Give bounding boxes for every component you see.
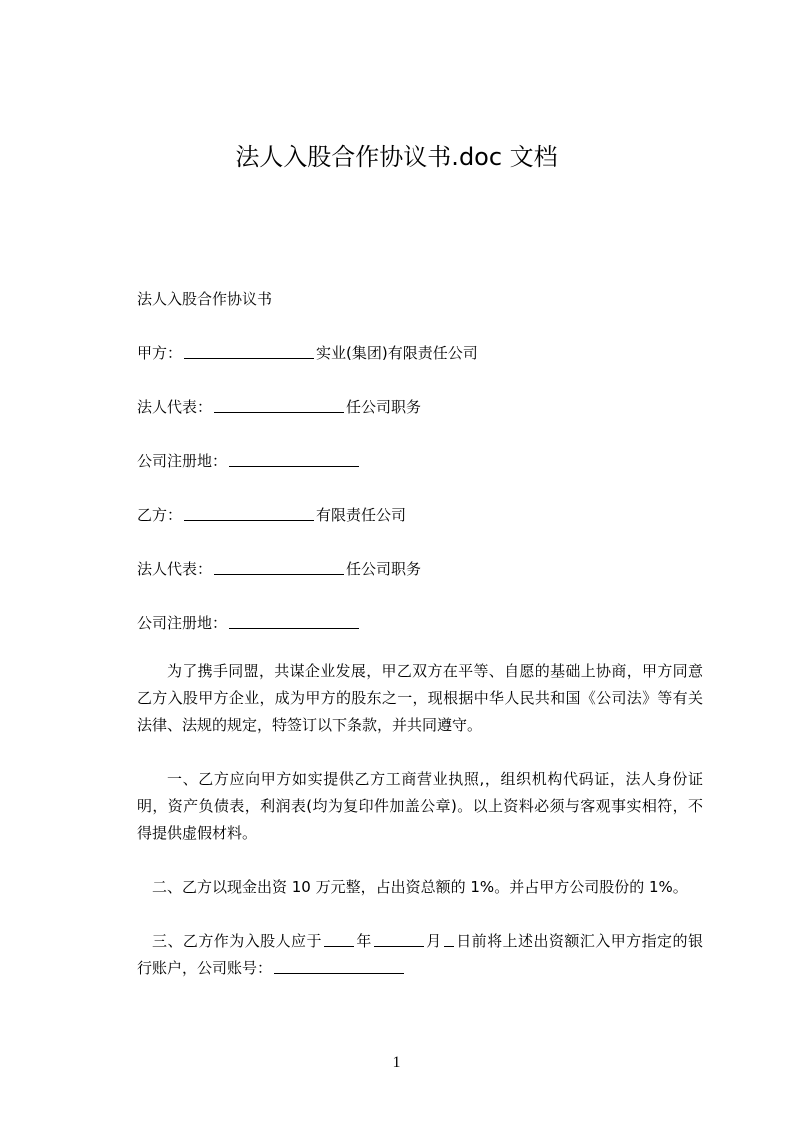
document-body [137,286,703,982]
party-a-line [137,340,703,366]
clause-2: 二、乙方以现金出资 10 万元整，占出资总额的 1%。并占甲方公司股份的 1%。 [152,878,688,896]
clause-3-day-blank[interactable] [444,929,454,947]
party-a-address-blank[interactable] [229,449,359,467]
clause-1: 一、乙方应向甲方如实提供乙方工商营业执照,，组织机构代码证，法人身份证明，资产负债表，利润表(均为复印件加盖公章)。以上资料必须与客观事实相符，不得提供虚假材料。 [137,770,703,842]
party-a-rep-label: 法人代表： [137,398,213,416]
party-a-rep-suffix: 任公司职务 [346,398,422,416]
clause-3 [137,928,703,982]
intro-paragraph: 为了携手同盟，共谋企业发展，甲乙双方在平等、自愿的基础上协商，甲方同意乙方入股甲方企业，成为甲方的股东之一，现根据中华人民共和国《公司法》等有关法律、法规的规定，特签订以下条款，并共同遵守。 [137,662,703,734]
document-title: 法人入股合作协议书.doc 文档 [235,143,558,171]
party-b-line [137,502,703,528]
party-b-rep-label: 法人代表： [137,560,213,578]
party-b-rep-blank[interactable] [214,557,344,575]
party-b-label: 乙方： [137,506,183,524]
clause-3-year-blank[interactable] [324,929,354,947]
party-a-address-line [137,448,703,474]
agreement-heading: 法人入股合作协议书 [137,290,273,308]
party-a-address-label: 公司注册地： [137,452,228,470]
clause-3-mid: 日前将上述出资额汇入甲方指定的银行账户，公司账号： [137,932,703,977]
party-a-label: 甲方： [137,344,183,362]
party-a-suffix: 实业(集团)有限责任公司 [316,344,478,362]
party-a-rep-blank[interactable] [214,395,344,413]
party-a-rep-line [137,394,703,420]
party-b-rep-suffix: 任公司职务 [346,560,422,578]
party-b-address-blank[interactable] [229,611,359,629]
clause-3-month: 月 [425,932,442,950]
page-number: 1 [392,1054,401,1071]
clause-3-account-blank[interactable] [274,956,404,974]
clause-3-year: 年 [355,932,372,950]
party-a-blank[interactable] [184,341,314,359]
party-b-suffix: 有限责任公司 [316,506,407,524]
clause-3-prefix: 三、乙方作为入股人应于 [152,932,322,950]
party-b-rep-line [137,556,703,582]
party-b-blank[interactable] [184,503,314,521]
party-b-address-line [137,610,703,636]
clause-3-month-blank[interactable] [374,929,424,947]
party-b-address-label: 公司注册地： [137,614,228,632]
